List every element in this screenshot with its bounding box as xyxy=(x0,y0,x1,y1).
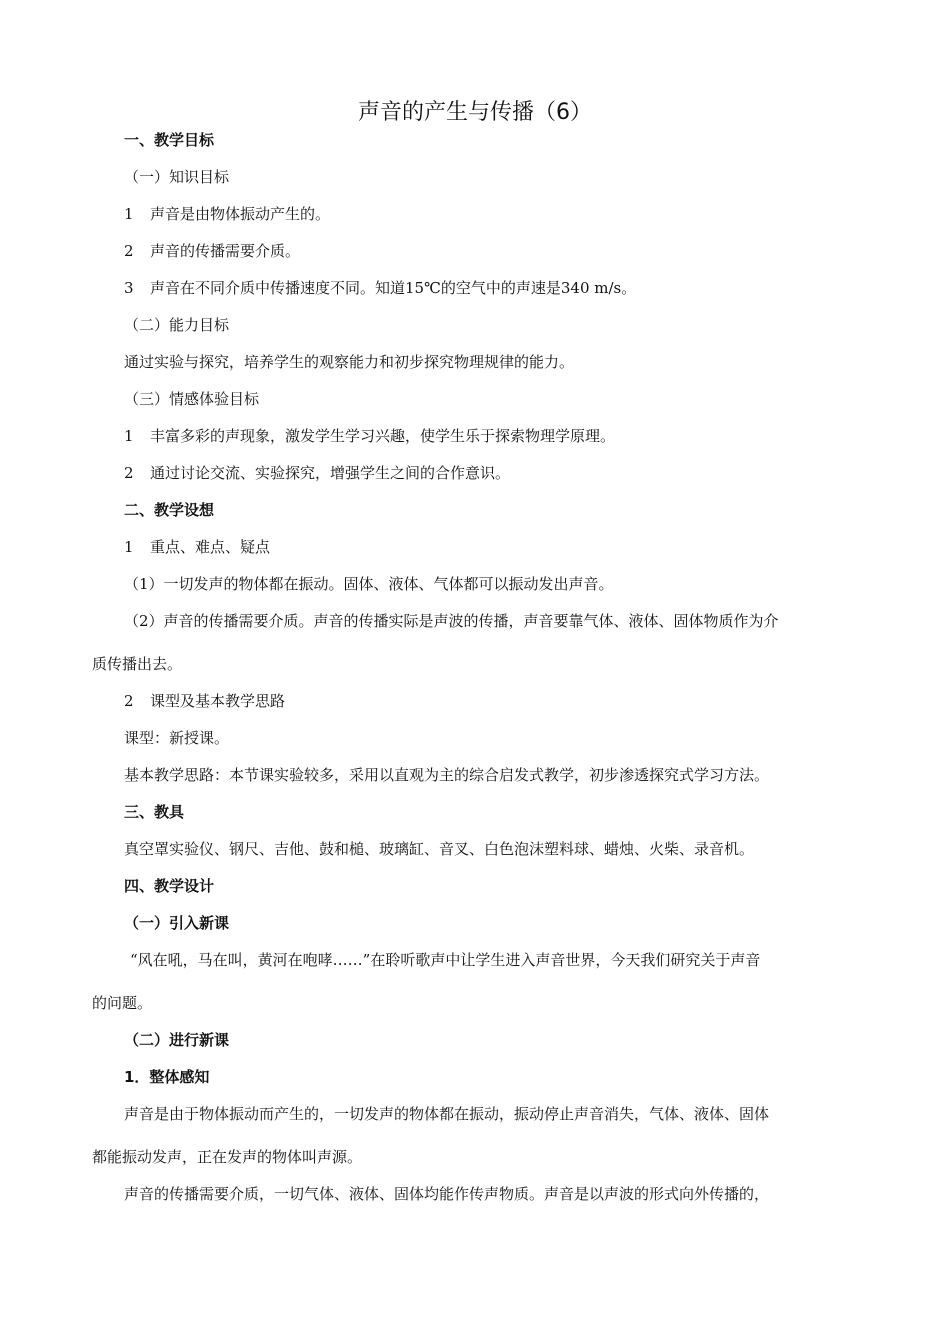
item-number: 2 xyxy=(124,464,134,482)
item-text: 通过讨论交流、实验探究，增强学生之间的合作意识。 xyxy=(150,464,511,482)
paragraph: 通过实验与探究，培养学生的观察能力和初步探究物理规律的能力。 xyxy=(124,353,575,371)
subheading-intro: （一）引入新课 xyxy=(124,914,230,932)
subheading-overview: 1．整体感知 xyxy=(124,1068,210,1086)
item-text: 声音是由物体振动产生的。 xyxy=(150,205,331,223)
section-heading-objectives: 一、教学目标 xyxy=(124,131,215,149)
paragraph-continuation: 都能振动发声，正在发声的物体叫声源。 xyxy=(92,1148,363,1166)
item-text: 重点、难点、疑点 xyxy=(150,538,271,556)
list-item xyxy=(124,425,615,447)
list-item xyxy=(124,203,330,225)
item-number: 1 xyxy=(124,427,134,445)
item-number: 1 xyxy=(124,538,134,556)
subheading-knowledge: （一）知识目标 xyxy=(124,168,230,186)
subheading-ability: （二）能力目标 xyxy=(124,316,230,334)
paragraph: 基本教学思路：本节课实验较多，采用以直观为主的综合启发式教学，初步渗透探究式学习方法。 xyxy=(124,766,770,784)
subheading-new-lesson: （二）进行新课 xyxy=(124,1031,230,1049)
item-text: 课型及基本教学思路 xyxy=(150,692,286,710)
item-number: 3 xyxy=(124,279,134,297)
item-text: 声音在不同介质中传播速度不同。知道15℃的空气中的声速是340 m/s。 xyxy=(150,279,637,297)
list-item xyxy=(124,277,636,299)
item-number: 2 xyxy=(124,242,134,260)
list-item xyxy=(124,240,300,262)
list-item xyxy=(124,690,285,712)
list-item xyxy=(124,536,270,558)
paragraph: （1）一切发声的物体都在振动。固体、液体、气体都可以振动发出声音。 xyxy=(124,575,614,593)
paragraph-continuation: 质传播出去。 xyxy=(92,655,183,673)
paragraph: 真空罩实验仪、钢尺、吉他、鼓和槌、玻璃缸、音叉、白色泡沫塑料球、蜡烛、火柴、录音机。 xyxy=(124,840,755,858)
paragraph: 课型：新授课。 xyxy=(124,729,230,747)
item-text: 丰富多彩的声现象，激发学生学习兴趣，使学生乐于探索物理学原理。 xyxy=(150,427,616,445)
section-heading-tools: 三、教具 xyxy=(124,803,185,821)
section-heading-teaching-design: 四、教学设计 xyxy=(124,877,215,895)
item-number: 1 xyxy=(124,205,134,223)
section-heading-design: 二、教学设想 xyxy=(124,501,215,519)
subheading-emotion: （三）情感体验目标 xyxy=(124,390,260,408)
list-item xyxy=(124,462,510,484)
paragraph: 声音的传播需要介质，一切气体、液体、固体均能作传声物质。声音是以声波的形式向外传播的， xyxy=(124,1185,770,1203)
paragraph: 声音是由于物体振动而产生的，一切发声的物体都在振动，振动停止声音消失，气体、液体、固体 xyxy=(124,1105,770,1123)
item-text: 声音的传播需要介质。 xyxy=(150,242,301,260)
paragraph: （2）声音的传播需要介质。声音的传播实际是声波的传播，声音要靠气体、液体、固体物质作为介 xyxy=(124,612,779,630)
page-title: 声音的产生与传播（6） xyxy=(358,100,592,125)
item-number: 2 xyxy=(124,692,134,710)
paragraph: “风在吼，马在叫，黄河在咆哮……”在聆听歌声中让学生进入声音世界，今天我们研究关于声音 xyxy=(130,951,761,969)
paragraph-continuation: 的问题。 xyxy=(92,994,153,1012)
